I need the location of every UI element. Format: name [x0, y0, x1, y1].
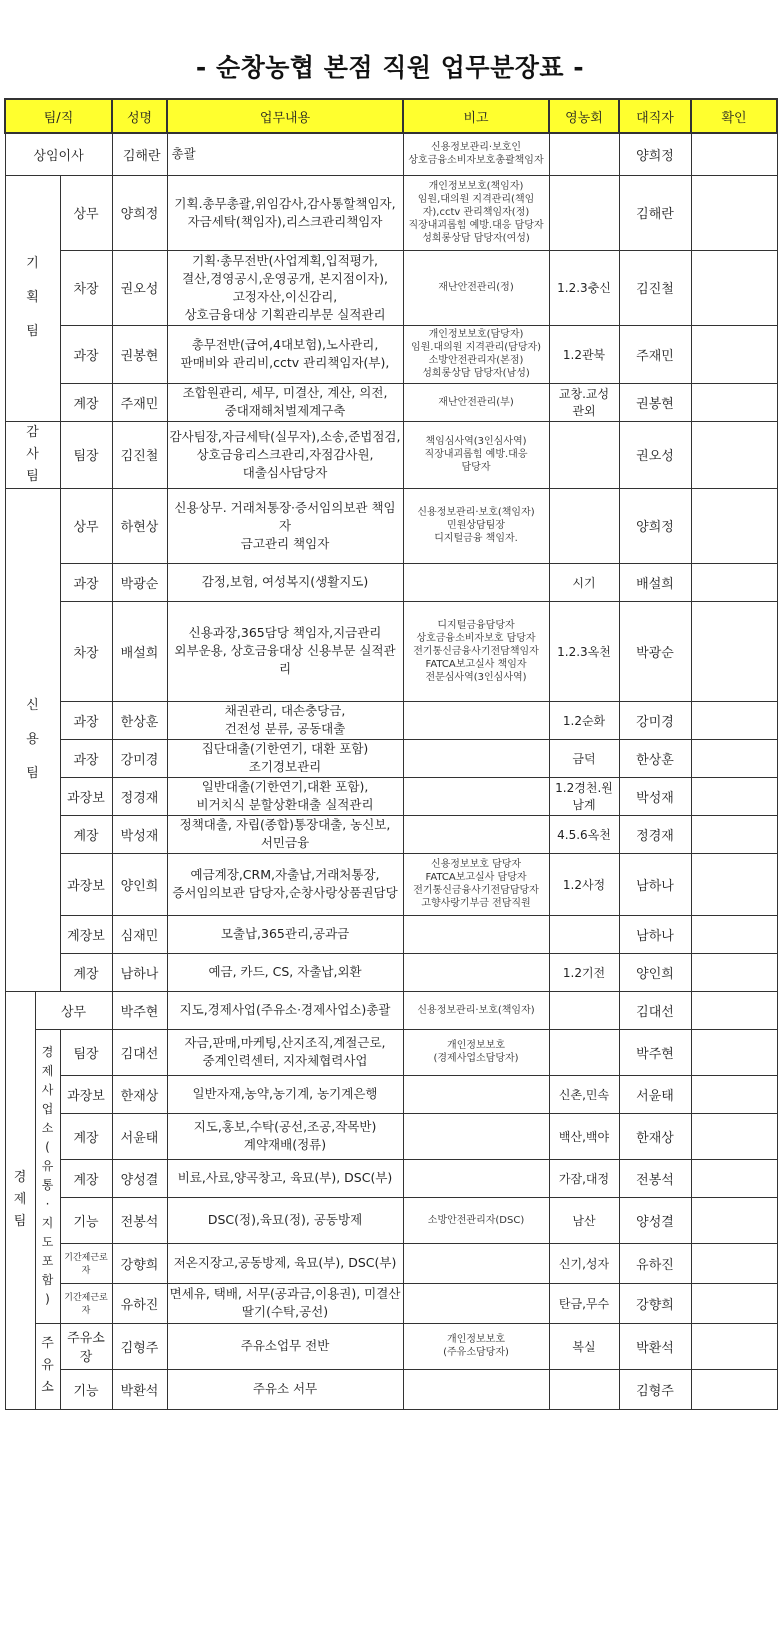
table-row [5, 421, 777, 488]
area-cell: 1.2기전 [549, 953, 619, 991]
area-cell: 4.5.6옥천 [549, 815, 619, 853]
agent-cell: 전봉석 [619, 1159, 691, 1197]
area-cell: 탄금,무수 [549, 1283, 619, 1323]
table-row [5, 915, 777, 953]
name-cell: 전봉석 [112, 1197, 167, 1243]
dept-cell-econ: 경 제 팀 [5, 991, 35, 1409]
area-cell [549, 991, 619, 1029]
agent-cell: 권봉현 [619, 383, 691, 421]
header-agent: 대직자 [619, 99, 691, 133]
name-cell: 박주현 [112, 991, 167, 1029]
confirm-cell [691, 991, 777, 1029]
rank-cell: 기간제근로자 [60, 1283, 112, 1323]
subdept-cell-econ_sub: 경 제 사 업 소 ( 유 통 · 지 도 포 함 ) [35, 1029, 60, 1323]
area-cell: 신촌,민속 [549, 1075, 619, 1113]
confirm-cell [691, 421, 777, 488]
area-cell: 1.2.3충신 [549, 250, 619, 325]
area-cell: 신기,성자 [549, 1243, 619, 1283]
rank-cell: 계장 [60, 1113, 112, 1159]
duty-cell: DSC(정),육묘(정), 공동방제 [167, 1197, 403, 1243]
name-cell: 박성재 [112, 815, 167, 853]
area-cell [549, 488, 619, 563]
confirm-cell [691, 915, 777, 953]
agent-cell: 김진철 [619, 250, 691, 325]
note-cell [403, 1159, 549, 1197]
duty-cell: 예금계장,CRM,자출납,거래처통장, 증서임의보관 담당자,순창사랑상품권담당 [167, 853, 403, 915]
table-row [5, 1369, 777, 1409]
area-cell: 백산,백야 [549, 1113, 619, 1159]
area-cell: 1.2순화 [549, 701, 619, 739]
table-row [5, 1075, 777, 1113]
confirm-cell [691, 133, 777, 175]
agent-cell: 한상훈 [619, 739, 691, 777]
agent-cell: 박광순 [619, 601, 691, 701]
name-cell: 하현상 [112, 488, 167, 563]
note-cell [403, 953, 549, 991]
table-row [5, 563, 777, 601]
header-note: 비고 [403, 99, 549, 133]
agent-cell: 남하나 [619, 853, 691, 915]
agent-cell: 김대선 [619, 991, 691, 1029]
duty-cell: 일반대출(기한연기,대환 포함), 비거치식 분할상환대출 실적관리 [167, 777, 403, 815]
page-title: - 순창농협 본점 직원 업무분장표 - [195, 53, 585, 82]
area-cell [549, 421, 619, 488]
area-cell [549, 133, 619, 175]
rank-cell: 상무 [35, 991, 112, 1029]
table-row [5, 383, 777, 421]
confirm-cell [691, 383, 777, 421]
rank-cell: 계장 [60, 953, 112, 991]
confirm-cell [691, 563, 777, 601]
table-row [5, 701, 777, 739]
name-cell: 강미경 [112, 739, 167, 777]
note-cell: 소방안전관리자(DSC) [403, 1197, 549, 1243]
rank-cell: 계장 [60, 383, 112, 421]
note-cell [403, 1113, 549, 1159]
rank-cell: 계장보 [60, 915, 112, 953]
note-cell [403, 777, 549, 815]
rank-cell: 차장 [60, 250, 112, 325]
header-name: 성명 [112, 99, 167, 133]
note-cell: 신용정보관리·보호(책임자) 민원상담팀장 디지털금융 책임자. [403, 488, 549, 563]
header-row [5, 99, 777, 133]
agent-cell: 양성결 [619, 1197, 691, 1243]
duty-cell: 비료,사료,양곡창고, 육묘(부), DSC(부) [167, 1159, 403, 1197]
agent-cell: 강향희 [619, 1283, 691, 1323]
table-row [5, 175, 777, 250]
confirm-cell [691, 1159, 777, 1197]
rank-cell: 기간제근로자 [60, 1243, 112, 1283]
duty-cell: 기획.총무총괄,위임감사,감사통할책임자, 자금세탁(책임자),리스크관리책임자 [167, 175, 403, 250]
duty-cell: 모출납,365관리,공과금 [167, 915, 403, 953]
confirm-cell [691, 175, 777, 250]
rank-cell: 주유소장 [60, 1323, 112, 1369]
rank-cell: 기능 [60, 1197, 112, 1243]
name-cell: 양인희 [112, 853, 167, 915]
agent-cell: 박환석 [619, 1323, 691, 1369]
confirm-cell [691, 953, 777, 991]
note-cell: 디지털금융담당자 상호금융소비자보호 담당자 전기통신금융사기전담책임자 FATCA보고실사 책임자 전문심사역(3인심사역) [403, 601, 549, 701]
note-cell [403, 1369, 549, 1409]
rank-cell: 과장보 [60, 1075, 112, 1113]
confirm-cell [691, 1075, 777, 1113]
header-confirm: 확인 [691, 99, 777, 133]
rank-cell: 과장 [60, 701, 112, 739]
rank-cell: 기능 [60, 1369, 112, 1409]
duty-table [4, 98, 778, 1410]
note-cell: 신용정보관리·보호인 상호금융소비자보호총괄책임자 [403, 133, 549, 175]
duty-cell: 예금, 카드, CS, 자출납,외환 [167, 953, 403, 991]
table-row [5, 250, 777, 325]
dept-cell-audit: 감 사 팀 [5, 421, 60, 488]
confirm-cell [691, 325, 777, 383]
area-cell [549, 1029, 619, 1075]
rank-cell: 상무 [60, 175, 112, 250]
name-cell: 권봉현 [112, 325, 167, 383]
name-cell: 박광순 [112, 563, 167, 601]
table-row [5, 1197, 777, 1243]
table-row [5, 777, 777, 815]
duty-cell: 저온지장고,공동방제, 육묘(부), DSC(부) [167, 1243, 403, 1283]
confirm-cell [691, 1283, 777, 1323]
rank-cell: 계장 [60, 815, 112, 853]
confirm-cell [691, 1369, 777, 1409]
name-cell: 한재상 [112, 1075, 167, 1113]
name-cell: 심재민 [112, 915, 167, 953]
area-cell: 시기 [549, 563, 619, 601]
confirm-cell [691, 815, 777, 853]
agent-cell: 주재민 [619, 325, 691, 383]
table-row [5, 133, 777, 175]
duty-cell: 정책대출, 자립(종합)통장대출, 농신보, 서민금융 [167, 815, 403, 853]
name-cell: 박환석 [112, 1369, 167, 1409]
table-row [5, 1243, 777, 1283]
agent-cell: 박성재 [619, 777, 691, 815]
confirm-cell [691, 1243, 777, 1283]
name-cell: 남하나 [112, 953, 167, 991]
table-row [5, 1283, 777, 1323]
table-row [5, 325, 777, 383]
duty-cell: 총무전반(급여,4대보험),노사관리, 판매비와 관리비,cctv 관리책임자(부), [167, 325, 403, 383]
confirm-cell [691, 488, 777, 563]
agent-cell: 양희정 [619, 133, 691, 175]
name-cell: 한상훈 [112, 701, 167, 739]
rank-cell: 과장 [60, 325, 112, 383]
confirm-cell [691, 777, 777, 815]
rank-cell: 차장 [60, 601, 112, 701]
area-cell: 금덕 [549, 739, 619, 777]
area-cell: 1.2경천.원남계 [549, 777, 619, 815]
header-duty: 업무내용 [167, 99, 403, 133]
confirm-cell [691, 1113, 777, 1159]
confirm-cell [691, 1029, 777, 1075]
duty-cell: 주유소 서무 [167, 1369, 403, 1409]
agent-cell: 정경재 [619, 815, 691, 853]
duty-cell: 주유소업무 전반 [167, 1323, 403, 1369]
name-cell: 양성결 [112, 1159, 167, 1197]
duty-cell: 면세유, 택배, 서무(공과금,이용권), 미결산 딸기(수탁,공선) [167, 1283, 403, 1323]
area-cell [549, 915, 619, 953]
confirm-cell [691, 601, 777, 701]
name-cell: 김형주 [112, 1323, 167, 1369]
note-cell [403, 1243, 549, 1283]
agent-cell: 서윤태 [619, 1075, 691, 1113]
note-cell: 개인정보보호 (주유소담당자) [403, 1323, 549, 1369]
confirm-cell [691, 1323, 777, 1369]
dept-cell-planning: 기 획 팀 [5, 175, 60, 421]
rank-cell: 상무 [60, 488, 112, 563]
note-cell [403, 815, 549, 853]
duty-cell: 총괄 [167, 133, 403, 175]
rank-cell: 계장 [60, 1159, 112, 1197]
duty-cell: 신용과장,365담당 책임자,지금관리 외부운용, 상호금융대상 신용부문 실적관리 [167, 601, 403, 701]
duty-cell: 자금,판매,마케팅,산지조직,계절근로, 중계인력센터, 지자체협력사업 [167, 1029, 403, 1075]
name-cell: 서윤태 [112, 1113, 167, 1159]
rank-cell: 상임이사 [5, 133, 112, 175]
agent-cell: 유하진 [619, 1243, 691, 1283]
area-cell: 1.2사정 [549, 853, 619, 915]
name-cell: 주재민 [112, 383, 167, 421]
table-row [5, 739, 777, 777]
agent-cell: 김해란 [619, 175, 691, 250]
duty-cell: 감사팀장,자금세탁(실무자),소송,준법점검, 상호금융리스크관리,자점감사원, 대출심사담당자 [167, 421, 403, 488]
area-cell: 1.2.3옥천 [549, 601, 619, 701]
confirm-cell [691, 701, 777, 739]
agent-cell: 남하나 [619, 915, 691, 953]
name-cell: 김대선 [112, 1029, 167, 1075]
duty-cell: 조합원관리, 세무, 미결산, 계산, 의전, 중대재해처벌제계구축 [167, 383, 403, 421]
confirm-cell [691, 250, 777, 325]
area-cell: 1.2관북 [549, 325, 619, 383]
agent-cell: 김형주 [619, 1369, 691, 1409]
note-cell: 개인정보보호(담당자) 임원.대의원 지격관리(담당자) 소방안전관리자(본점) 성희롱상담 담당자(남성) [403, 325, 549, 383]
agent-cell: 강미경 [619, 701, 691, 739]
note-cell [403, 701, 549, 739]
name-cell: 김해란 [112, 133, 167, 175]
duty-cell: 일반자재,농약,농기계, 농기계은행 [167, 1075, 403, 1113]
rank-cell: 팀장 [60, 421, 112, 488]
rank-cell: 과장 [60, 739, 112, 777]
duty-cell: 채권관리, 대손충당금, 건전성 분류, 공동대출 [167, 701, 403, 739]
table-row [5, 601, 777, 701]
agent-cell: 양희정 [619, 488, 691, 563]
note-cell [403, 915, 549, 953]
header-area: 영농회 [549, 99, 619, 133]
table-row [5, 1113, 777, 1159]
confirm-cell [691, 853, 777, 915]
duty-cell: 지도,홍보,수탁(공선,조공,작목반) 계약재배(정류) [167, 1113, 403, 1159]
area-cell [549, 175, 619, 250]
note-cell: 신용정보보호 담당자 FATCA보고실사 담당자 전기통신금융사기전담담당자 고향사랑기부금 전담직원 [403, 853, 549, 915]
header-team: 팀/직 [5, 99, 112, 133]
agent-cell: 한재상 [619, 1113, 691, 1159]
table-row [5, 1323, 777, 1369]
table-row [5, 853, 777, 915]
name-cell: 권오성 [112, 250, 167, 325]
table-row [5, 815, 777, 853]
area-cell [549, 1369, 619, 1409]
name-cell: 강향희 [112, 1243, 167, 1283]
note-cell [403, 563, 549, 601]
rank-cell: 과장보 [60, 853, 112, 915]
note-cell: 재난안전관리(정) [403, 250, 549, 325]
area-cell: 남산 [549, 1197, 619, 1243]
confirm-cell [691, 739, 777, 777]
name-cell: 양희정 [112, 175, 167, 250]
confirm-cell [691, 1197, 777, 1243]
duty-cell: 집단대출(기한연기, 대환 포함) 조기경보관리 [167, 739, 403, 777]
duty-cell: 감정,보험, 여성복지(생활지도) [167, 563, 403, 601]
name-cell: 김진철 [112, 421, 167, 488]
area-cell: 복실 [549, 1323, 619, 1369]
rank-cell: 팀장 [60, 1029, 112, 1075]
table-row [5, 488, 777, 563]
note-cell [403, 739, 549, 777]
name-cell: 정경재 [112, 777, 167, 815]
agent-cell: 배설희 [619, 563, 691, 601]
rank-cell: 과장 [60, 563, 112, 601]
table-row [5, 991, 777, 1029]
note-cell: 개인정보보호(책임자) 임원,대의원 지격관리(책임자),cctv 관리책임자(정) 직장내괴롭힘 예방.대응 담당자 성희롱상담 담당자(여성) [403, 175, 549, 250]
area-cell: 가잠,대정 [549, 1159, 619, 1197]
table-row [5, 1029, 777, 1075]
agent-cell: 권오성 [619, 421, 691, 488]
note-cell: 신용정보관리·보호(책임자) [403, 991, 549, 1029]
area-cell: 교창.교성 관외 [549, 383, 619, 421]
subdept-cell-gas: 주 유 소 [35, 1323, 60, 1409]
note-cell: 개인정보보호 (경제사업소담당자) [403, 1029, 549, 1075]
note-cell: 재난안전관리(부) [403, 383, 549, 421]
duty-cell: 기획·총무전반(사업계획,입적평가, 결산,경영공시,운영공개, 본지점이자), 고정자산,이신감리, 상호금융대상 기획관리부문 실적관리 [167, 250, 403, 325]
table-row [5, 953, 777, 991]
table-row [5, 1159, 777, 1197]
agent-cell: 박주현 [619, 1029, 691, 1075]
duty-cell: 신용상무. 거래처통장·증서임의보관 책임자 금고관리 책임자 [167, 488, 403, 563]
duty-cell: 지도,경제사업(주유소·경제사업소)총괄 [167, 991, 403, 1029]
name-cell: 배설희 [112, 601, 167, 701]
rank-cell: 과장보 [60, 777, 112, 815]
agent-cell: 양인희 [619, 953, 691, 991]
note-cell: 책임심사역(3인심사역) 직장내괴롭힘 예방.대응 담당자 [403, 421, 549, 488]
note-cell [403, 1283, 549, 1323]
name-cell: 유하진 [112, 1283, 167, 1323]
dept-cell-credit: 신 용 팀 [5, 488, 60, 991]
note-cell [403, 1075, 549, 1113]
